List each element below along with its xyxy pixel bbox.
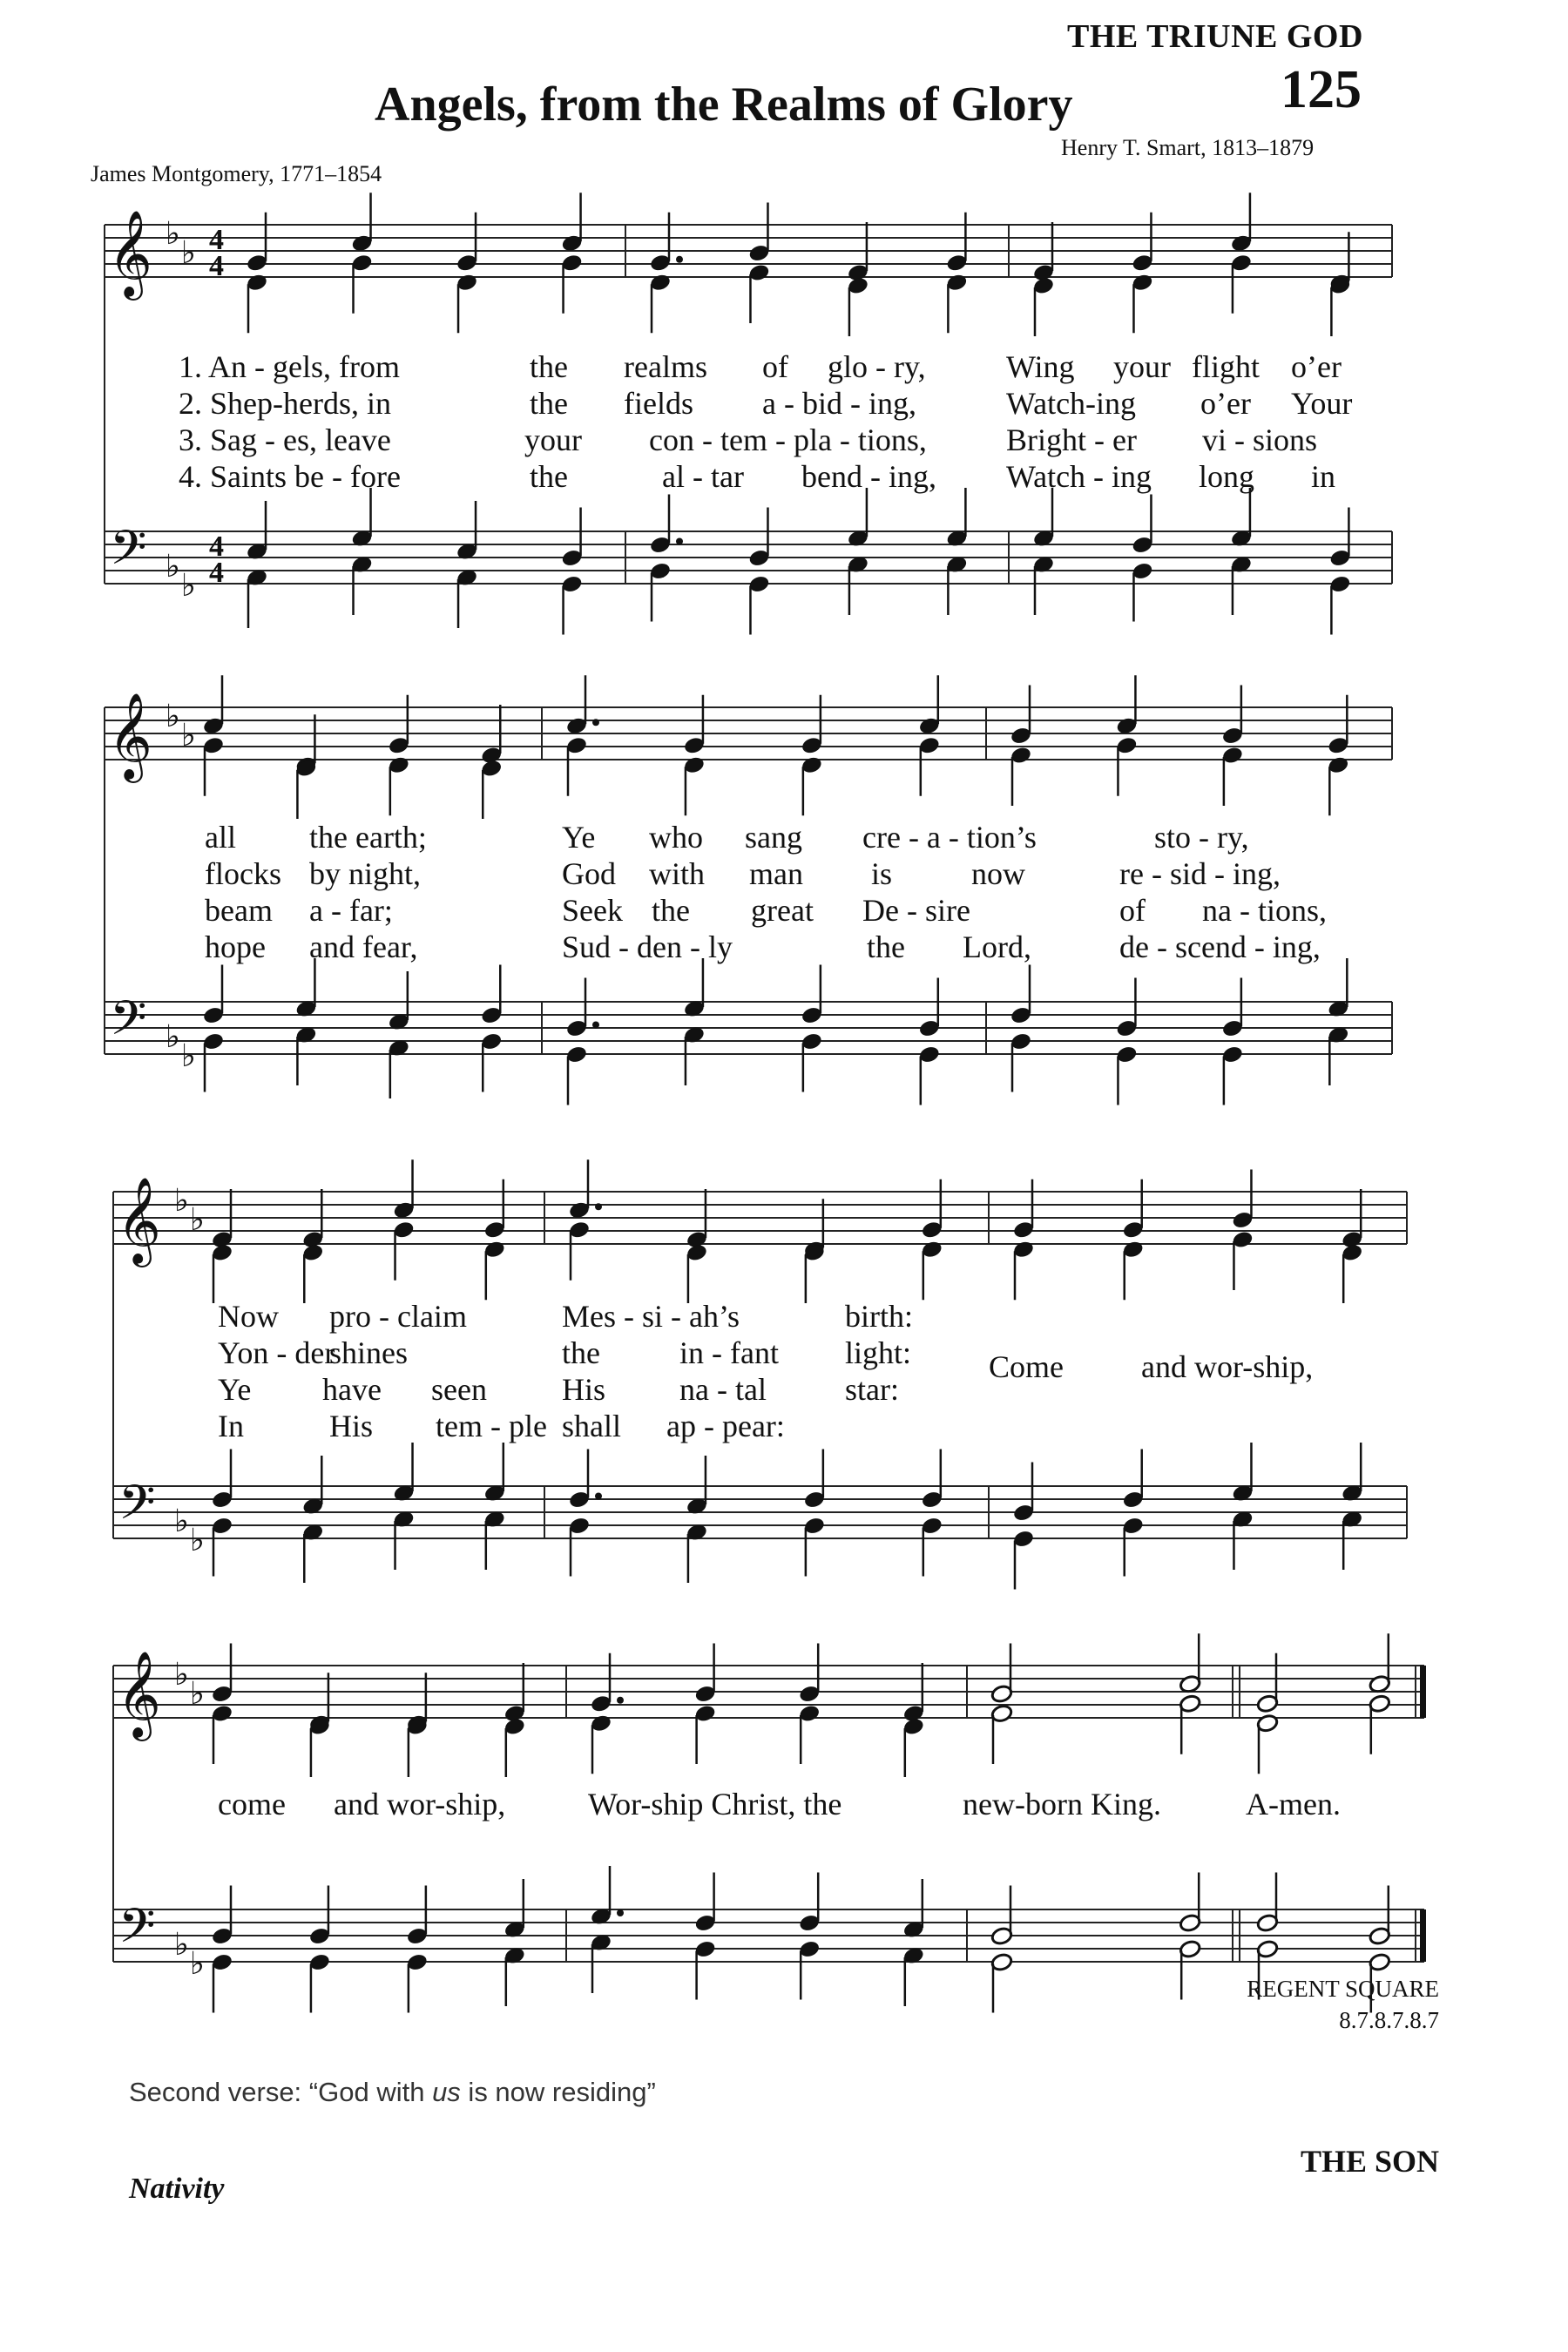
lyric-word: with <box>649 856 706 891</box>
lyric-word: your <box>524 422 582 457</box>
lyric-word: ap - pear: <box>666 1409 785 1443</box>
text-author: James Montgomery, 1771–1854 <box>91 161 382 186</box>
lyric-word: Watch-ing <box>1006 386 1137 421</box>
lyric-word: Your <box>1291 386 1353 421</box>
lyric-word: sto - ry, <box>1154 820 1249 855</box>
bass-clef: 𝄢 <box>110 520 147 587</box>
key-signature-flat: ♭ <box>190 1523 205 1558</box>
lyric-word: seen <box>431 1372 487 1407</box>
lyric-word: light: <box>845 1335 912 1370</box>
hymn-title: Angels, from the Realms of Glory <box>375 78 1073 132</box>
bass-clef: 𝄢 <box>118 1898 156 1965</box>
lyric-word: flocks <box>205 856 281 891</box>
verse-note <box>129 2077 656 2108</box>
lyric-word: glo - ry, <box>828 349 926 384</box>
lyric-word: Ye <box>562 820 596 855</box>
time-signature-bottom: 4 <box>209 557 224 589</box>
lyric-word: the <box>562 1335 600 1370</box>
lyric-word: of <box>1119 893 1146 928</box>
time-signature-top: 4 <box>209 531 224 563</box>
lyric-word: the <box>530 349 568 384</box>
lyric-word: Mes - si - ah’s <box>562 1299 740 1334</box>
verse-note-suffix: is now residing” <box>460 2077 656 2107</box>
lyric-word: flight <box>1192 349 1260 384</box>
augmentation-dot <box>617 1909 624 1916</box>
lyric-word: A-men. <box>1246 1787 1341 1821</box>
lyric-word: Come <box>989 1349 1064 1384</box>
augmentation-dot <box>617 1697 624 1704</box>
augmentation-dot <box>595 1493 602 1500</box>
lyric-word: a - far; <box>309 893 393 928</box>
key-signature-flat: ♭ <box>174 1504 189 1539</box>
lyric-word: fields <box>624 386 693 421</box>
lyric-word: all <box>205 820 236 855</box>
lyric-word: tem - ple <box>436 1409 547 1443</box>
lyric-word: in <box>1311 459 1336 494</box>
time-signature-top: 4 <box>209 224 224 256</box>
lyric-word: Ye <box>218 1372 252 1407</box>
lyric-word: of <box>762 349 788 384</box>
key-signature-flat: ♭ <box>166 699 180 734</box>
lyric-word: Lord, <box>963 929 1031 964</box>
lyric-word: Bright - er <box>1006 422 1137 457</box>
lyric-word: His <box>329 1409 374 1443</box>
lyric-word: o’er <box>1291 349 1342 384</box>
lyric-word: great <box>751 893 814 928</box>
lyric-word: o’er <box>1200 386 1251 421</box>
lyric-word: a - bid - ing, <box>762 386 916 421</box>
key-signature-flat: ♭ <box>181 718 196 754</box>
lyric-word: man <box>749 856 803 891</box>
lyric-word: re - sid - ing, <box>1119 856 1281 891</box>
lyric-word: God <box>562 856 616 891</box>
lyric-word: sang <box>745 820 802 855</box>
lyric-word: by night, <box>309 856 422 891</box>
key-signature-flat: ♭ <box>190 1202 205 1238</box>
lyric-word: 4. Saints be - fore <box>179 459 401 494</box>
category-label: Nativity <box>129 2173 225 2205</box>
key-signature-flat: ♭ <box>166 1019 180 1055</box>
lyric-word: Seek <box>562 893 623 928</box>
verse-note-prefix: Second verse: “God with <box>129 2077 433 2107</box>
lyric-word: the <box>530 459 568 494</box>
lyric-word: realms <box>624 349 707 384</box>
final-barline <box>1420 1666 1426 1718</box>
key-signature-flat: ♭ <box>174 1183 189 1219</box>
treble-clef: 𝄞 <box>108 693 152 780</box>
lyric-word: star: <box>845 1372 899 1407</box>
lyric-word: bend - ing, <box>801 459 936 494</box>
lyric-word: shall <box>562 1409 621 1443</box>
lyric-word: In <box>218 1409 244 1443</box>
bass-clef: 𝄢 <box>118 1475 156 1542</box>
verse-note-emphasis: us <box>432 2077 461 2107</box>
lyric-word: na - tal <box>679 1372 767 1407</box>
lyric-word: 3. Sag - es, leave <box>179 422 391 457</box>
lyric-word: and fear, <box>309 929 418 964</box>
lyric-word: 1. An - gels, from <box>179 349 400 384</box>
lyric-word: Watch - ing <box>1006 459 1152 494</box>
final-barline <box>1420 1909 1426 1962</box>
key-signature-flat: ♭ <box>166 549 180 585</box>
lyric-word: Sud - den - ly <box>562 929 733 964</box>
lyric-word: His <box>562 1372 606 1407</box>
augmentation-dot <box>595 1203 602 1210</box>
augmentation-dot <box>592 719 599 726</box>
lyric-word: come <box>218 1787 286 1821</box>
lyric-word: new-born King. <box>963 1787 1161 1821</box>
key-signature-flat: ♭ <box>181 1038 196 1074</box>
tune-name: REGENT SQUARE <box>1247 1976 1439 2002</box>
augmentation-dot <box>676 256 683 263</box>
key-signature-flat: ♭ <box>190 1676 205 1712</box>
lyric-word: al - tar <box>662 459 744 494</box>
key-signature-flat: ♭ <box>190 1946 205 1982</box>
lyric-word: the earth; <box>309 820 427 855</box>
bass-clef: 𝄢 <box>110 990 147 1058</box>
lyric-word: in - fant <box>679 1335 779 1370</box>
lyric-word: have <box>322 1372 382 1407</box>
lyric-word: long <box>1199 459 1255 494</box>
meter: 8.7.8.7.8.7 <box>1339 2007 1439 2033</box>
lyric-word: Yon - der <box>218 1335 335 1370</box>
section-heading: THE TRIUNE GOD <box>1067 18 1363 55</box>
lyric-word: now <box>971 856 1025 891</box>
key-signature-flat: ♭ <box>174 1657 189 1693</box>
lyric-word: cre - a - tion’s <box>862 820 1037 855</box>
lyric-word: the <box>652 893 690 928</box>
lyric-word: pro - claim <box>329 1299 467 1334</box>
hymn-number: 125 <box>1281 60 1362 119</box>
treble-clef: 𝄞 <box>108 210 152 297</box>
treble-clef: 𝄞 <box>117 1177 161 1264</box>
lyric-word: your <box>1113 349 1171 384</box>
lyric-word: is <box>871 856 893 891</box>
lyric-word: De - sire <box>862 893 970 928</box>
lyric-word: the <box>867 929 905 964</box>
music-composer: Henry T. Smart, 1813–1879 <box>1061 135 1315 160</box>
treble-clef: 𝄞 <box>117 1651 161 1738</box>
key-signature-flat: ♭ <box>174 1927 189 1963</box>
augmentation-dot <box>676 538 683 545</box>
lyric-word: na - tions, <box>1202 893 1327 928</box>
lyric-word: the <box>530 386 568 421</box>
part-label: THE SON <box>1300 2144 1439 2179</box>
time-signature-bottom: 4 <box>209 250 224 282</box>
lyric-word: 2. Shep-herds, in <box>179 386 391 421</box>
lyric-word: Now <box>218 1299 279 1334</box>
lyric-word: Wor-ship Christ, the <box>588 1787 842 1821</box>
lyric-word: de - scend - ing, <box>1119 929 1321 964</box>
lyric-word: hope <box>205 929 266 964</box>
lyric-word: shines <box>329 1335 408 1370</box>
key-signature-flat: ♭ <box>181 235 196 271</box>
key-signature-flat: ♭ <box>181 568 196 604</box>
lyric-word: and wor-ship, <box>334 1787 506 1821</box>
lyric-word: con - tem - pla - tions, <box>649 422 927 457</box>
lyric-word: Wing <box>1006 349 1075 384</box>
lyric-word: and wor-ship, <box>1141 1349 1314 1384</box>
augmentation-dot <box>592 1022 599 1029</box>
lyric-word: birth: <box>845 1299 913 1334</box>
lyric-word: vi - sions <box>1202 422 1318 457</box>
key-signature-flat: ♭ <box>166 216 180 252</box>
lyric-word: beam <box>205 893 273 928</box>
lyric-word: who <box>649 820 703 855</box>
